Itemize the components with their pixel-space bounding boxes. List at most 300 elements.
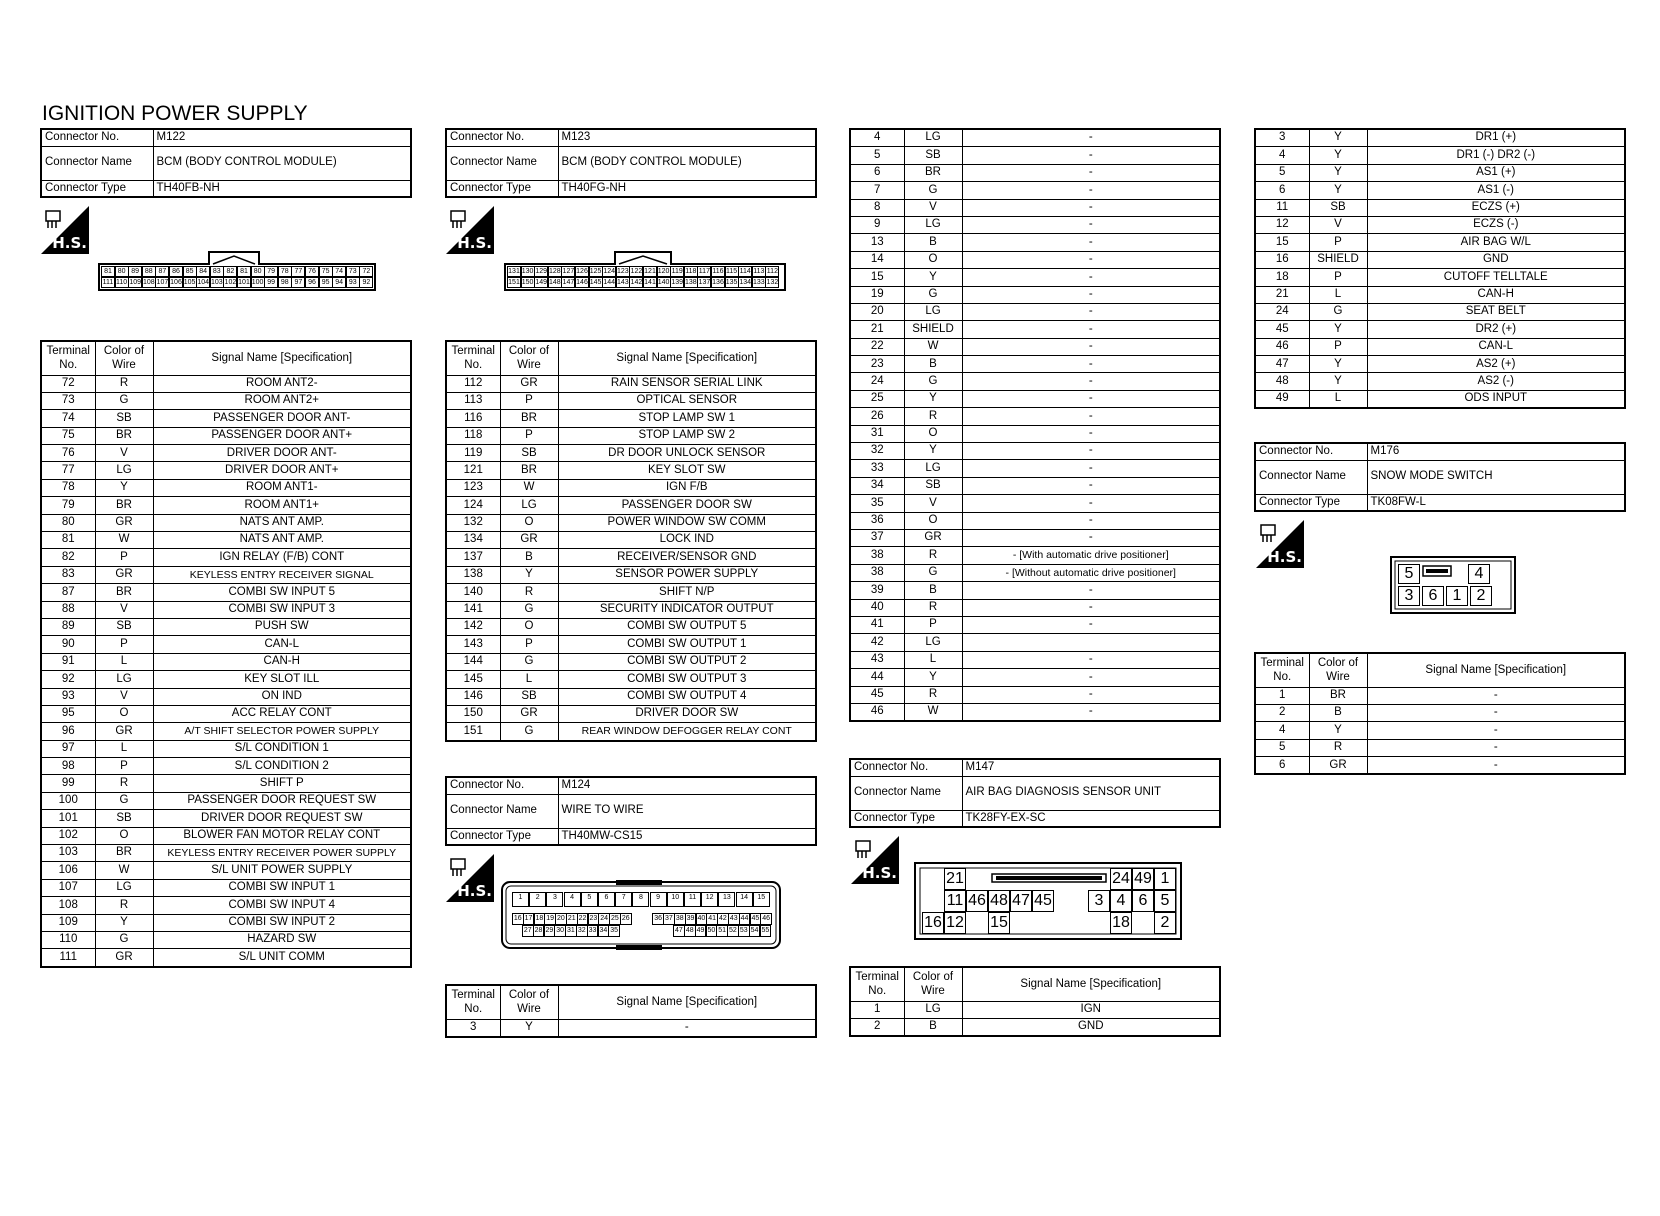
pin-cell: 128 bbox=[548, 268, 561, 275]
signal-name-cell: COMBI SW OUTPUT 3 bbox=[558, 671, 816, 688]
terminal-cell: 22 bbox=[850, 338, 904, 355]
table-row bbox=[1255, 303, 1625, 320]
table-row bbox=[41, 897, 411, 914]
table-row bbox=[446, 618, 816, 635]
pin-cell: 112 bbox=[766, 268, 778, 275]
wire-color-cell: G bbox=[95, 932, 153, 949]
pin-cell: 74 bbox=[332, 266, 346, 277]
table-row bbox=[1255, 234, 1625, 251]
wire-color-cell: B bbox=[500, 549, 558, 566]
pin-cell: 116 bbox=[712, 268, 724, 275]
pin-cell: 137 bbox=[698, 279, 711, 286]
wire-color-cell: R bbox=[904, 408, 962, 425]
terminal-cell: 146 bbox=[446, 688, 500, 705]
signal-header: Signal Name [Specification] bbox=[558, 985, 816, 1019]
terminal-cell: 11 bbox=[1255, 199, 1309, 216]
connector-type-value: TH40FB-NH bbox=[153, 180, 411, 197]
wire-color-cell: G bbox=[904, 564, 962, 581]
terminal-cell: 95 bbox=[41, 705, 95, 722]
terminal-cell: 2 bbox=[850, 1018, 904, 1036]
signal-name-cell: DR1 (+) bbox=[1367, 129, 1625, 147]
terminal-cell: 116 bbox=[446, 410, 500, 427]
terminal-cell: 14 bbox=[850, 251, 904, 268]
pin-cell: 17 bbox=[523, 913, 535, 925]
pin-cell: 48 bbox=[684, 925, 696, 937]
wire-color-cell: B bbox=[1309, 704, 1367, 721]
signal-name-cell: ODS INPUT bbox=[1367, 390, 1625, 408]
table-row bbox=[41, 427, 411, 444]
signal-name-cell: SHIFT P bbox=[153, 775, 411, 792]
signal-name-cell: POWER WINDOW SW COMM bbox=[558, 514, 816, 531]
table-row bbox=[850, 251, 1220, 268]
terminal-cell: 121 bbox=[446, 462, 500, 479]
terminal-cell: 23 bbox=[850, 356, 904, 373]
pin-cell: 19 bbox=[544, 913, 556, 925]
pin-cell: 121 bbox=[644, 268, 656, 275]
wire-color-cell: G bbox=[904, 286, 962, 303]
terminal-cell: 33 bbox=[850, 460, 904, 477]
signal-name-cell: IGN bbox=[962, 1001, 1220, 1018]
wire-color-cell: G bbox=[500, 723, 558, 741]
terminal-cell: 97 bbox=[41, 740, 95, 757]
pin-cell: 127 bbox=[562, 268, 575, 275]
terminal-cell: 109 bbox=[41, 914, 95, 931]
signal-name-cell: A/T SHIFT SELECTOR POWER SUPPLY bbox=[153, 723, 411, 740]
terminal-cell: 25 bbox=[850, 390, 904, 407]
table-row bbox=[446, 462, 816, 479]
pin-cell: 81 bbox=[101, 266, 115, 277]
terminal-cell: 47 bbox=[1255, 356, 1309, 373]
signal-name-cell: AS1 (-) bbox=[1367, 182, 1625, 199]
pin-cell: 81 bbox=[237, 266, 251, 277]
signal-name-cell: SHIFT N/P bbox=[558, 584, 816, 601]
table-row bbox=[850, 129, 1220, 147]
pin-cell: 36 bbox=[652, 913, 664, 925]
wire-color-cell: R bbox=[95, 375, 153, 392]
signal-name-cell: - bbox=[962, 460, 1220, 477]
terminal-cell: 76 bbox=[41, 445, 95, 462]
color-header: Color of Wire bbox=[500, 985, 558, 1019]
pin-cell: 122 bbox=[630, 268, 643, 275]
terminal-cell: 37 bbox=[850, 529, 904, 546]
pin-cell: 87 bbox=[155, 266, 169, 277]
pin-cell: 126 bbox=[576, 268, 588, 275]
wire-color-cell: Y bbox=[95, 914, 153, 931]
pin-cell: 12 bbox=[701, 892, 718, 907]
pin-cell: 49 bbox=[1132, 868, 1154, 890]
table-row bbox=[41, 618, 411, 635]
pin-cell: 132 bbox=[766, 279, 779, 286]
wire-color-cell: L bbox=[95, 740, 153, 757]
wire-color-cell: Y bbox=[1309, 722, 1367, 739]
wire-color-cell: LG bbox=[904, 303, 962, 320]
signal-name-cell: SENSOR POWER SUPPLY bbox=[558, 566, 816, 583]
pin-cell: 88 bbox=[142, 266, 156, 277]
connector-no-value: M176 bbox=[1367, 443, 1625, 460]
signal-name-cell: ROOM ANT2+ bbox=[153, 392, 411, 409]
m123-info-table bbox=[445, 128, 817, 198]
pin-cell: 149 bbox=[535, 279, 548, 286]
pin-cell: 21 bbox=[566, 913, 578, 925]
terminal-header: Terminal No. bbox=[446, 985, 500, 1019]
signal-name-cell: DRIVER DOOR ANT- bbox=[153, 445, 411, 462]
signal-name-cell: AS2 (+) bbox=[1367, 356, 1625, 373]
terminal-cell: 141 bbox=[446, 601, 500, 618]
table-row bbox=[1255, 687, 1625, 704]
signal-header: Signal Name [Specification] bbox=[558, 341, 816, 375]
pin-cell: 93 bbox=[346, 277, 360, 288]
table-row bbox=[41, 688, 411, 705]
pin-cell: 46 bbox=[966, 890, 988, 912]
signal-name-cell: - bbox=[962, 373, 1220, 390]
pin-cell: 27 bbox=[522, 925, 534, 937]
pin-cell: 18 bbox=[1110, 912, 1132, 934]
table-row bbox=[850, 443, 1220, 460]
pin-cell: 72 bbox=[359, 266, 373, 277]
wire-color-cell: SB bbox=[1309, 199, 1367, 216]
pin-cell: 24 bbox=[598, 913, 610, 925]
wire-color-cell: P bbox=[1309, 234, 1367, 251]
pin-cell: 85 bbox=[183, 266, 197, 277]
terminal-cell: 7 bbox=[850, 182, 904, 199]
signal-name-cell: - bbox=[962, 303, 1220, 320]
terminal-cell: 150 bbox=[446, 705, 500, 722]
table-row bbox=[1255, 216, 1625, 233]
pin-cell: 21 bbox=[944, 868, 966, 890]
terminal-cell: 49 bbox=[1255, 390, 1309, 408]
terminal-cell: 26 bbox=[850, 408, 904, 425]
pin-cell: 111 bbox=[102, 279, 114, 286]
pin-cell: 109 bbox=[129, 279, 142, 286]
signal-name-cell: - bbox=[962, 338, 1220, 355]
signal-name-cell bbox=[962, 634, 1220, 651]
terminal-cell: 18 bbox=[1255, 269, 1309, 286]
pin-cell: 12 bbox=[944, 912, 966, 934]
signal-name-cell: - bbox=[1367, 704, 1625, 721]
terminal-cell: 103 bbox=[41, 845, 95, 862]
signal-name-cell: PASSENGER DOOR SW bbox=[558, 497, 816, 514]
connector-type-label: Connector Type bbox=[446, 180, 558, 197]
pin-cell: 98 bbox=[278, 277, 292, 288]
wire-color-cell: BR bbox=[904, 164, 962, 181]
signal-name-cell: COMBI SW INPUT 3 bbox=[153, 601, 411, 618]
table-row bbox=[446, 653, 816, 670]
signal-name-cell: AS2 (-) bbox=[1367, 373, 1625, 390]
pin-cell: 31 bbox=[565, 925, 577, 937]
pin-cell: 1 bbox=[512, 892, 529, 907]
terminal-cell: 20 bbox=[850, 303, 904, 320]
pin-cell: 3 bbox=[546, 892, 563, 907]
wire-color-cell: L bbox=[95, 653, 153, 670]
pin-cell: 135 bbox=[725, 279, 738, 286]
table-row bbox=[446, 410, 816, 427]
pin-cell: 80 bbox=[115, 266, 129, 277]
pin-cell: 94 bbox=[332, 277, 346, 288]
table-row bbox=[850, 547, 1220, 564]
wire-color-cell: W bbox=[904, 703, 962, 721]
signal-name-cell: - bbox=[962, 443, 1220, 460]
terminal-cell: 45 bbox=[1255, 321, 1309, 338]
wire-color-cell: L bbox=[1309, 286, 1367, 303]
wire-color-cell: G bbox=[1309, 303, 1367, 320]
wire-color-cell: W bbox=[95, 532, 153, 549]
pin-cell: 148 bbox=[548, 279, 561, 286]
table-row bbox=[850, 651, 1220, 668]
signal-name-cell: DRIVER DOOR REQUEST SW bbox=[153, 810, 411, 827]
signal-name-cell: - [Without automatic drive positioner] bbox=[962, 564, 1220, 581]
wire-color-cell: V bbox=[95, 601, 153, 618]
table-row bbox=[446, 427, 816, 444]
wire-color-cell: SB bbox=[500, 445, 558, 462]
table-row bbox=[446, 1019, 816, 1037]
table-row bbox=[850, 1001, 1220, 1018]
wire-color-cell: O bbox=[500, 618, 558, 635]
signal-name-cell: - bbox=[1367, 739, 1625, 756]
pin-cell: 92 bbox=[359, 277, 373, 288]
harness-side-icon: H.S. bbox=[41, 206, 89, 254]
table-row bbox=[41, 862, 411, 879]
wire-color-cell: BR bbox=[95, 845, 153, 862]
terminal-cell: 108 bbox=[41, 897, 95, 914]
pin-cell: 110 bbox=[116, 279, 128, 286]
table-row bbox=[41, 827, 411, 844]
pin-cell: 11 bbox=[944, 890, 966, 912]
signal-name-cell: - bbox=[962, 495, 1220, 512]
terminal-header: Terminal No. bbox=[850, 967, 904, 1001]
signal-name-cell: - bbox=[962, 234, 1220, 251]
wire-color-cell: BR bbox=[95, 584, 153, 601]
wire-color-cell: LG bbox=[95, 879, 153, 896]
terminal-cell: 39 bbox=[850, 582, 904, 599]
signal-name-cell: S/L CONDITION 1 bbox=[153, 740, 411, 757]
terminal-cell: 13 bbox=[850, 234, 904, 251]
pin-cell: 5 bbox=[581, 892, 598, 907]
table-row bbox=[41, 810, 411, 827]
connector-no-label: Connector No. bbox=[446, 777, 558, 794]
pin-cell: 5 bbox=[1398, 564, 1420, 584]
pin-cell: 140 bbox=[657, 279, 670, 286]
signal-name-cell: - bbox=[962, 164, 1220, 181]
signal-name-cell: - bbox=[962, 199, 1220, 216]
wire-color-cell: P bbox=[500, 636, 558, 653]
wire-color-cell: BR bbox=[95, 497, 153, 514]
pin-cell: 26 bbox=[620, 913, 632, 925]
wire-color-cell: Y bbox=[904, 669, 962, 686]
wire-color-cell: LG bbox=[95, 671, 153, 688]
table-row bbox=[850, 686, 1220, 703]
wire-color-cell: G bbox=[500, 653, 558, 670]
wire-color-cell: O bbox=[95, 705, 153, 722]
connector-name-label: Connector Name bbox=[446, 794, 558, 828]
connector-no-label: Connector No. bbox=[850, 759, 962, 776]
terminal-cell: 99 bbox=[41, 775, 95, 792]
wire-color-cell: P bbox=[500, 392, 558, 409]
signal-name-cell: - bbox=[962, 390, 1220, 407]
signal-name-cell: - bbox=[962, 582, 1220, 599]
pin-cell: 44 bbox=[739, 913, 751, 925]
signal-name-cell: BLOWER FAN MOTOR RELAY CONT bbox=[153, 827, 411, 844]
table-row bbox=[850, 356, 1220, 373]
pin-cell: 97 bbox=[291, 277, 305, 288]
pin-cell: 14 bbox=[736, 892, 753, 907]
terminal-cell: 112 bbox=[446, 375, 500, 392]
table-row bbox=[41, 479, 411, 496]
pin-cell: 32 bbox=[576, 925, 588, 937]
signal-name-cell: - [With automatic drive positioner] bbox=[962, 547, 1220, 564]
harness-side-icon: H.S. bbox=[446, 206, 494, 254]
connector-name-value: AIR BAG DIAGNOSIS SENSOR UNIT bbox=[962, 776, 1220, 810]
connector-no-label: Connector No. bbox=[446, 129, 558, 146]
connector-name-label: Connector Name bbox=[1255, 460, 1367, 494]
table-row bbox=[41, 705, 411, 722]
table-row bbox=[41, 566, 411, 583]
pin-cell: 2 bbox=[529, 892, 546, 907]
wire-color-cell: GR bbox=[95, 723, 153, 740]
terminal-cell: 111 bbox=[41, 949, 95, 967]
terminal-cell: 4 bbox=[850, 129, 904, 147]
terminal-cell: 45 bbox=[850, 686, 904, 703]
pin-cell: 1 bbox=[1154, 868, 1176, 890]
terminal-cell: 134 bbox=[446, 532, 500, 549]
table-row bbox=[1255, 286, 1625, 303]
pin-cell: 38 bbox=[674, 913, 686, 925]
connector-type-value: TK28FY-EX-SC bbox=[962, 810, 1220, 827]
table-row bbox=[446, 392, 816, 409]
terminal-cell: 4 bbox=[1255, 147, 1309, 164]
pin-cell: 41 bbox=[706, 913, 718, 925]
wire-color-cell: B bbox=[904, 234, 962, 251]
terminal-cell: 9 bbox=[850, 216, 904, 233]
pin-cell: 104 bbox=[197, 279, 210, 286]
table-row bbox=[41, 410, 411, 427]
table-row bbox=[446, 375, 816, 392]
signal-name-cell: COMBI SW OUTPUT 5 bbox=[558, 618, 816, 635]
wire-color-cell: Y bbox=[500, 1019, 558, 1037]
pin-cell: 47 bbox=[673, 925, 685, 937]
table-row bbox=[1255, 321, 1625, 338]
terminal-cell: 142 bbox=[446, 618, 500, 635]
table-row bbox=[850, 599, 1220, 616]
terminal-cell: 100 bbox=[41, 792, 95, 809]
pin-cell: 45 bbox=[750, 913, 762, 925]
pin-cell: 24 bbox=[1110, 868, 1132, 890]
terminal-cell: 32 bbox=[850, 443, 904, 460]
table-row bbox=[41, 845, 411, 862]
table-row bbox=[1255, 182, 1625, 199]
terminal-cell: 132 bbox=[446, 514, 500, 531]
wire-color-cell: V bbox=[1309, 216, 1367, 233]
table-row bbox=[41, 775, 411, 792]
wire-color-cell: R bbox=[904, 599, 962, 616]
harness-side-icon: H.S. bbox=[851, 836, 899, 884]
terminal-cell: 44 bbox=[850, 669, 904, 686]
pin-cell: 9 bbox=[650, 892, 667, 907]
signal-name-cell: PASSENGER DOOR ANT+ bbox=[153, 427, 411, 444]
table-row bbox=[850, 373, 1220, 390]
wire-color-cell: R bbox=[95, 897, 153, 914]
pin-cell: 18 bbox=[534, 913, 546, 925]
table-row bbox=[850, 634, 1220, 651]
wire-color-cell: GR bbox=[95, 514, 153, 531]
wire-color-cell: Y bbox=[95, 479, 153, 496]
table-row bbox=[850, 477, 1220, 494]
terminal-cell: 119 bbox=[446, 445, 500, 462]
signal-name-cell: DR2 (+) bbox=[1367, 321, 1625, 338]
table-row bbox=[1255, 722, 1625, 739]
terminal-cell: 143 bbox=[446, 636, 500, 653]
pin-cell: 143 bbox=[616, 279, 629, 286]
terminal-cell: 79 bbox=[41, 497, 95, 514]
pin-cell: 136 bbox=[712, 279, 724, 286]
table-row bbox=[1255, 129, 1625, 147]
terminal-cell: 1 bbox=[1255, 687, 1309, 704]
table-row bbox=[1255, 390, 1625, 408]
table-row bbox=[41, 949, 411, 967]
signal-header: Signal Name [Specification] bbox=[153, 341, 411, 375]
signal-name-cell: AS1 (+) bbox=[1367, 164, 1625, 181]
terminal-cell: 102 bbox=[41, 827, 95, 844]
wire-color-cell: SB bbox=[95, 410, 153, 427]
pin-cell: 39 bbox=[685, 913, 697, 925]
pin-cell: 107 bbox=[156, 279, 169, 286]
m147-connector-diagram bbox=[914, 862, 1182, 940]
wire-color-cell: BR bbox=[500, 462, 558, 479]
m176-info-table bbox=[1254, 442, 1626, 512]
wire-color-cell: LG bbox=[904, 216, 962, 233]
wire-color-cell: SB bbox=[95, 618, 153, 635]
pin-cell: 79 bbox=[264, 266, 278, 277]
table-row bbox=[850, 199, 1220, 216]
connector-type-label: Connector Type bbox=[41, 180, 153, 197]
m147-continued-pin-table bbox=[1254, 128, 1626, 409]
signal-name-cell: REAR WINDOW DEFOGGER RELAY CONT bbox=[558, 723, 816, 741]
wire-color-cell: Y bbox=[1309, 147, 1367, 164]
connector-no-value: M122 bbox=[153, 129, 411, 146]
wire-color-cell: O bbox=[95, 827, 153, 844]
terminal-cell: 107 bbox=[41, 879, 95, 896]
table-row bbox=[446, 601, 816, 618]
terminal-cell: 40 bbox=[850, 599, 904, 616]
terminal-cell: 34 bbox=[850, 477, 904, 494]
table-row bbox=[41, 375, 411, 392]
wire-color-cell: R bbox=[95, 775, 153, 792]
pin-cell: 3 bbox=[1398, 586, 1420, 606]
m124-pin-table bbox=[445, 984, 817, 1038]
table-row bbox=[1255, 739, 1625, 756]
m176-connector-diagram bbox=[1390, 556, 1516, 614]
pin-cell: 108 bbox=[142, 279, 155, 286]
wire-color-cell: LG bbox=[500, 497, 558, 514]
wire-color-cell: LG bbox=[904, 460, 962, 477]
wire-color-cell: L bbox=[904, 651, 962, 668]
wire-color-cell: Y bbox=[1309, 356, 1367, 373]
pin-cell: 86 bbox=[169, 266, 183, 277]
pin-cell: 45 bbox=[1032, 890, 1054, 912]
terminal-header: Terminal No. bbox=[41, 341, 95, 375]
m124-info-table bbox=[445, 776, 817, 846]
pin-cell: 73 bbox=[346, 266, 360, 277]
signal-name-cell: OPTICAL SENSOR bbox=[558, 392, 816, 409]
signal-name-cell: DRIVER DOOR SW bbox=[558, 705, 816, 722]
terminal-cell: 96 bbox=[41, 723, 95, 740]
pin-cell: 2 bbox=[1470, 586, 1492, 606]
pin-cell: 144 bbox=[603, 279, 616, 286]
pin-cell: 131 bbox=[508, 268, 520, 275]
connector-type-value: TH40MW-CS15 bbox=[558, 828, 816, 845]
wire-color-cell: O bbox=[500, 514, 558, 531]
terminal-cell: 80 bbox=[41, 514, 95, 531]
terminal-cell: 6 bbox=[1255, 182, 1309, 199]
